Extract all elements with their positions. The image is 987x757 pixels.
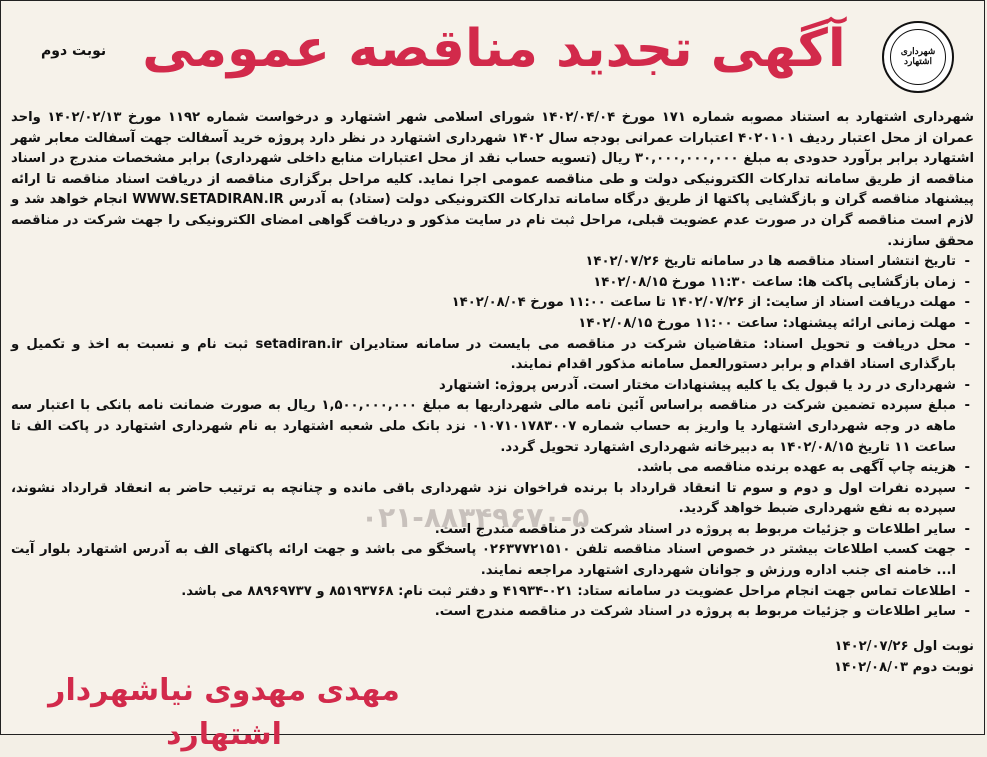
page-title: آگهی تجدید مناقصه عمومی — [142, 19, 846, 79]
list-item: - سپرده نفرات اول و دوم و سوم تا انعقاد قرارداد با برنده فراخوان نزد شهرداری باقی مانده و چنانچه به ترتیب حاضر به انعقاد قرارداد نشوند، سپرده به نفع شهرداری ضبط خواهد گردید. — [11, 479, 974, 520]
second-publication-date: نوبت دوم ۱۴۰۲/۰۸/۰۳ — [834, 659, 974, 675]
list-item: - مهلت زمانی ارائه پیشنهاد: ساعت ۱۱:۰۰ مورخ ۱۴۰۲/۰۸/۱۵ — [11, 314, 974, 335]
list-item: - سایر اطلاعات و جزئیات مربوط به پروژه در اسناد شرکت در مناقصه مندرج است. — [11, 602, 974, 623]
municipality-logo — [882, 21, 954, 93]
intro-paragraph: شهرداری اشتهارد به استناد مصوبه شماره ۱۷۱ مورخ ۱۴۰۲/۰۴/۰۴ شورای اسلامی شهر اشتهارد و درخواست شماره ۱۱۹۲ مورخ ۱۴۰۲/۰۲/۱۳ واحد عمران از محل اعتبار ردیف ۴۰۲۰۱۰۱ اعتبارات عمرانی بودجه سال ۱۴۰۲ شهرداری اشتهارد در نظر دارد پروژه خرید آسفالت جهت آسفالت معابر شهر اشتهارد برابر برآورد حدودی به مبلغ ۳۰,۰۰۰,۰۰۰,۰۰۰ ریال (تسویه حساب نقد از محل اعتبارات منابع داخلی شهرداری) برابر مشخصات مندرج در اسناد مناقصه از طریق سامانه تدارکات الکترونیکی دولت و طی مناقصه عمومی اجرا نماید. کلیه مراحل برگزاری مناقصه از دریافت اسناد مناقصه تا ارائه پیشنهاد مناقصه گران و بازگشایی پاکتها از طریق درگاه سامانه تدارکات الکترونیکی دولت (ستاد) به آدرس WWW.SETADIRAN.IR انجام خواهد شد و لازم است مناقصه گران در صورت عدم عضویت قبلی، مراحل ثبت نام در سایت مذکور و دریافت گواهی امضای الکترونیکی را جهت شرکت در مناقصه محقق سازند. — [11, 110, 975, 249]
list-item: - سایر اطلاعات و جزئیات مربوط به پروژه در اسناد شرکت در مناقصه مندرج است. — [11, 520, 974, 541]
list-item: - شهرداری در رد یا قبول یک یا کلیه پیشنهادات مختار است. آدرس پروژه: اشتهارد — [11, 376, 974, 397]
list-item: - هزینه چاپ آگهی به عهده برنده مناقصه می باشد. — [11, 458, 974, 479]
list-item: - زمان بازگشایی پاکت ها: ساعت ۱۱:۳۰ مورخ ۱۴۰۲/۰۸/۱۵ — [11, 273, 974, 294]
logo-inner — [890, 29, 946, 85]
list-item: - اطلاعات تماس جهت انجام مراحل عضویت در سامانه ستاد: ۰۲۱-۴۱۹۳۴ و دفتر ثبت نام: ۸۵۱۹۳۷۶۸ و ۸۸۹۶۹۷۳۷ می باشد. — [11, 582, 974, 603]
list-item: - تاریخ انتشار اسناد مناقصه ها در سامانه تاریخ ۱۴۰۲/۰۷/۲۶ — [11, 252, 974, 273]
watermark-phone: ۰۲۱-۸۸۳۴۹۶۷۰-۵ — [361, 501, 590, 534]
stage-label: نوبت دوم — [41, 43, 107, 59]
first-publication-date: نوبت اول ۱۴۰۲/۰۷/۲۶ — [834, 639, 974, 654]
logo-text: شهرداری اشتهارد — [900, 47, 936, 67]
list-item: - مهلت دریافت اسناد از سایت: از ۱۴۰۲/۰۷/۲۶ تا ساعت ۱۱:۰۰ مورخ ۱۴۰۲/۰۸/۰۴ — [11, 293, 974, 314]
list-item: - مبلغ سپرده تضمین شرکت در مناقصه براساس آئین نامه مالی شهرداریها به مبلغ ۱,۵۰۰,۰۰۰,۰۰۰ ریال به صورت ضمانت نامه بانکی با اعتبار سه ماهه در وجه شهرداری اشتهارد یا واریز به حساب شماره ۰۱۰۷۱۰۱۷۸۳۰۰۷ نزد بانک ملی شعبه اشتهارد به نام شهرداری اشتهارد در پاکت الف تا ساعت ۱۱ تاریخ ۱۴۰۲/۰۸/۱۵ به دبیرخانه شهرداری اشتهارد تحویل گردد. — [11, 396, 974, 458]
publication-dates — [834, 637, 974, 678]
notice-body — [11, 108, 974, 623]
list-item: - محل دریافت و تحویل اسناد: متقاضیان شرکت در مناقصه می بایست در سامانه ستادیران setadiran.ir ثبت نام و نسبت به اخذ و تکمیل و بارگذاری اسناد اقدام و برابر دستورالعمل سامانه مذکور اقدام نمایند. — [11, 335, 974, 376]
signature: مهدی مهدوی نیاشهردار اشتهارد — [48, 673, 400, 752]
list-item: - جهت کسب اطلاعات بیشتر در خصوص اسناد مناقصه تلفن ۰۲۶۳۷۷۲۱۵۱۰ پاسخگو می باشد و جهت ارائه پاکتهای الف به آدرس اشتهارد بلوار آیت ا... خامنه ای جنب اداره ورزش و جوانان شهرداری اشتهارد مراجعه نمایند. — [11, 540, 974, 581]
